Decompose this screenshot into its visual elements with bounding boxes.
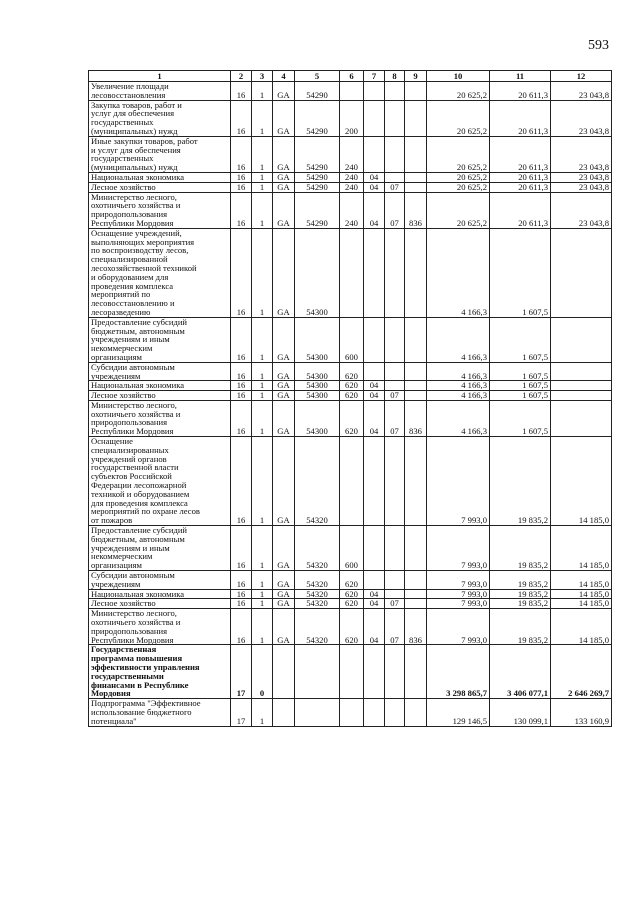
target-code-cell: 54320 bbox=[295, 609, 340, 645]
row-name-cell: Увеличение площади лесовосстановления bbox=[89, 82, 231, 101]
expense-type-cell: 620 bbox=[340, 571, 364, 590]
expense-type-cell: 620 bbox=[340, 609, 364, 645]
program-code-cell: GA bbox=[273, 381, 295, 391]
amount-cell: 20 625,2 bbox=[427, 82, 490, 101]
subsection-cell: 0 bbox=[252, 645, 273, 699]
target-code-cell: 54300 bbox=[295, 228, 340, 317]
col-header: 2 bbox=[231, 71, 252, 82]
subsection-cell: 1 bbox=[252, 391, 273, 401]
subsection-cell: 1 bbox=[252, 526, 273, 571]
amount-cell: 14 185,0 bbox=[551, 437, 612, 526]
subdivision-cell bbox=[385, 362, 405, 381]
amount-cell bbox=[551, 362, 612, 381]
table-row bbox=[89, 182, 612, 192]
amount-cell bbox=[551, 391, 612, 401]
section-cell: 16 bbox=[231, 571, 252, 590]
row-name-cell: Субсидии автономным учреждениям bbox=[89, 571, 231, 590]
amount-cell: 20 611,3 bbox=[490, 82, 551, 101]
row-name-cell: Оснащение специализированных учреждений органов государственной власти субъектов Российской Федерации лесопожарной техникой и оборудованием для проведения комплекса мероприятий по охране лесов от пожаров bbox=[89, 437, 231, 526]
amount-cell bbox=[551, 228, 612, 317]
amount-cell: 23 043,8 bbox=[551, 182, 612, 192]
expense-type-cell bbox=[340, 645, 364, 699]
amount-cell: 4 166,3 bbox=[427, 228, 490, 317]
amount-cell: 4 166,3 bbox=[427, 400, 490, 436]
row-name-cell: Подпрограмма "Эффективное использование бюджетного потенциала" bbox=[89, 699, 231, 726]
table-row bbox=[89, 228, 612, 317]
header-row bbox=[89, 71, 612, 82]
table-row bbox=[89, 599, 612, 609]
amount-cell: 133 160,9 bbox=[551, 699, 612, 726]
program-code-cell bbox=[273, 645, 295, 699]
row-name-cell: Предоставление субсидий бюджетным, автономным учреждениям и иным некоммерческим организациям bbox=[89, 317, 231, 362]
ministry-code-cell bbox=[405, 136, 427, 172]
subsection-cell: 1 bbox=[252, 362, 273, 381]
amount-cell: 7 993,0 bbox=[427, 609, 490, 645]
table-row bbox=[89, 609, 612, 645]
section-cell: 16 bbox=[231, 182, 252, 192]
section-cell: 16 bbox=[231, 589, 252, 599]
amount-cell: 14 185,0 bbox=[551, 571, 612, 590]
program-code-cell bbox=[273, 699, 295, 726]
row-name-cell: Лесное хозяйство bbox=[89, 391, 231, 401]
subdivision-cell: 07 bbox=[385, 609, 405, 645]
col-header: 8 bbox=[385, 71, 405, 82]
subdivision-cell bbox=[385, 136, 405, 172]
table-row bbox=[89, 571, 612, 590]
amount-cell: 7 993,0 bbox=[427, 571, 490, 590]
program-code-cell: GA bbox=[273, 599, 295, 609]
table-row bbox=[89, 317, 612, 362]
division-cell bbox=[364, 645, 385, 699]
amount-cell: 4 166,3 bbox=[427, 362, 490, 381]
row-name-cell: Оснащение учреждений, выполняющих мероприятия по воспроизводству лесов, специализированной лесохозяйственной техникой и оборудованием для проведения комплекса мероприятий по лесовосстановлению и лесоразведению bbox=[89, 228, 231, 317]
target-code-cell bbox=[295, 645, 340, 699]
row-name-cell: Лесное хозяйство bbox=[89, 182, 231, 192]
amount-cell: 14 185,0 bbox=[551, 589, 612, 599]
ministry-code-cell bbox=[405, 381, 427, 391]
col-header: 7 bbox=[364, 71, 385, 82]
amount-cell: 23 043,8 bbox=[551, 172, 612, 182]
expense-type-cell: 620 bbox=[340, 589, 364, 599]
amount-cell: 23 043,8 bbox=[551, 82, 612, 101]
section-cell: 16 bbox=[231, 526, 252, 571]
program-code-cell: GA bbox=[273, 136, 295, 172]
amount-cell: 1 607,5 bbox=[490, 228, 551, 317]
table-row bbox=[89, 400, 612, 436]
target-code-cell bbox=[295, 699, 340, 726]
amount-cell: 4 166,3 bbox=[427, 317, 490, 362]
program-code-cell: GA bbox=[273, 526, 295, 571]
amount-cell: 7 993,0 bbox=[427, 599, 490, 609]
amount-cell: 14 185,0 bbox=[551, 609, 612, 645]
division-cell: 04 bbox=[364, 172, 385, 182]
target-code-cell: 54300 bbox=[295, 381, 340, 391]
amount-cell: 19 835,2 bbox=[490, 571, 551, 590]
section-cell: 16 bbox=[231, 391, 252, 401]
ministry-code-cell bbox=[405, 437, 427, 526]
amount-cell: 3 298 865,7 bbox=[427, 645, 490, 699]
subsection-cell: 1 bbox=[252, 172, 273, 182]
target-code-cell: 54320 bbox=[295, 589, 340, 599]
target-code-cell: 54320 bbox=[295, 599, 340, 609]
amount-cell: 20 611,3 bbox=[490, 192, 551, 228]
row-name-cell: Министерство лесного, охотничьего хозяйства и природопользования Республики Мордовия bbox=[89, 192, 231, 228]
subdivision-cell bbox=[385, 100, 405, 136]
ministry-code-cell bbox=[405, 100, 427, 136]
subsection-cell: 1 bbox=[252, 100, 273, 136]
subsection-cell: 1 bbox=[252, 400, 273, 436]
table-row bbox=[89, 699, 612, 726]
subdivision-cell bbox=[385, 228, 405, 317]
ministry-code-cell bbox=[405, 526, 427, 571]
expense-type-cell: 200 bbox=[340, 100, 364, 136]
expense-type-cell: 240 bbox=[340, 182, 364, 192]
row-name-cell: Закупка товаров, работ и услуг для обеспечения государственных (муниципальных) нужд bbox=[89, 100, 231, 136]
subsection-cell: 1 bbox=[252, 571, 273, 590]
subsection-cell: 1 bbox=[252, 589, 273, 599]
subdivision-cell: 07 bbox=[385, 400, 405, 436]
amount-cell: 1 607,5 bbox=[490, 362, 551, 381]
program-code-cell: GA bbox=[273, 172, 295, 182]
expense-type-cell: 620 bbox=[340, 362, 364, 381]
ministry-code-cell bbox=[405, 362, 427, 381]
table-row bbox=[89, 437, 612, 526]
program-code-cell: GA bbox=[273, 391, 295, 401]
col-header: 3 bbox=[252, 71, 273, 82]
subdivision-cell bbox=[385, 172, 405, 182]
target-code-cell: 54300 bbox=[295, 362, 340, 381]
col-header: 11 bbox=[490, 71, 551, 82]
section-cell: 16 bbox=[231, 599, 252, 609]
subsection-cell: 1 bbox=[252, 609, 273, 645]
program-code-cell: GA bbox=[273, 317, 295, 362]
division-cell: 04 bbox=[364, 589, 385, 599]
section-cell: 16 bbox=[231, 136, 252, 172]
subsection-cell: 1 bbox=[252, 381, 273, 391]
target-code-cell: 54300 bbox=[295, 317, 340, 362]
ministry-code-cell bbox=[405, 599, 427, 609]
expense-type-cell bbox=[340, 82, 364, 101]
section-cell: 16 bbox=[231, 172, 252, 182]
section-cell: 17 bbox=[231, 645, 252, 699]
program-code-cell: GA bbox=[273, 400, 295, 436]
expense-type-cell bbox=[340, 437, 364, 526]
row-name-cell: Министерство лесного, охотничьего хозяйства и природопользования Республики Мордовия bbox=[89, 609, 231, 645]
amount-cell: 1 607,5 bbox=[490, 381, 551, 391]
row-name-cell: Министерство лесного, охотничьего хозяйства и природопользования Республики Мордовия bbox=[89, 400, 231, 436]
subsection-cell: 1 bbox=[252, 599, 273, 609]
target-code-cell: 54290 bbox=[295, 136, 340, 172]
amount-cell: 20 625,2 bbox=[427, 100, 490, 136]
amount-cell: 19 835,2 bbox=[490, 589, 551, 599]
target-code-cell: 54290 bbox=[295, 182, 340, 192]
row-name-cell: Национальная экономика bbox=[89, 172, 231, 182]
row-name-cell: Лесное хозяйство bbox=[89, 599, 231, 609]
expense-type-cell: 600 bbox=[340, 317, 364, 362]
section-cell: 16 bbox=[231, 609, 252, 645]
subdivision-cell bbox=[385, 82, 405, 101]
table-row bbox=[89, 526, 612, 571]
amount-cell: 19 835,2 bbox=[490, 609, 551, 645]
subdivision-cell bbox=[385, 699, 405, 726]
amount-cell: 3 406 077,1 bbox=[490, 645, 551, 699]
subdivision-cell bbox=[385, 589, 405, 599]
ministry-code-cell bbox=[405, 645, 427, 699]
ministry-code-cell: 836 bbox=[405, 400, 427, 436]
subdivision-cell: 07 bbox=[385, 391, 405, 401]
expense-type-cell: 240 bbox=[340, 136, 364, 172]
subsection-cell: 1 bbox=[252, 82, 273, 101]
amount-cell: 20 611,3 bbox=[490, 182, 551, 192]
section-cell: 16 bbox=[231, 192, 252, 228]
division-cell bbox=[364, 699, 385, 726]
amount-cell: 23 043,8 bbox=[551, 100, 612, 136]
row-name-cell: Национальная экономика bbox=[89, 589, 231, 599]
amount-cell: 23 043,8 bbox=[551, 192, 612, 228]
amount-cell: 20 611,3 bbox=[490, 172, 551, 182]
expense-type-cell bbox=[340, 228, 364, 317]
page-number: 593 bbox=[588, 38, 609, 53]
table-row bbox=[89, 82, 612, 101]
subdivision-cell bbox=[385, 317, 405, 362]
row-name-cell: Субсидии автономным учреждениям bbox=[89, 362, 231, 381]
division-cell bbox=[364, 437, 385, 526]
row-name-cell: Иные закупки товаров, работ и услуг для обеспечения государственных (муниципальных) нужд bbox=[89, 136, 231, 172]
amount-cell: 20 611,3 bbox=[490, 136, 551, 172]
amount-cell: 19 835,2 bbox=[490, 437, 551, 526]
subdivision-cell: 07 bbox=[385, 599, 405, 609]
subsection-cell: 1 bbox=[252, 228, 273, 317]
amount-cell: 19 835,2 bbox=[490, 599, 551, 609]
program-code-cell: GA bbox=[273, 182, 295, 192]
amount-cell: 20 611,3 bbox=[490, 100, 551, 136]
ministry-code-cell bbox=[405, 317, 427, 362]
amount-cell bbox=[551, 381, 612, 391]
subdivision-cell: 07 bbox=[385, 182, 405, 192]
amount-cell: 14 185,0 bbox=[551, 599, 612, 609]
subsection-cell: 1 bbox=[252, 182, 273, 192]
amount-cell bbox=[551, 317, 612, 362]
section-cell: 16 bbox=[231, 381, 252, 391]
target-code-cell: 54290 bbox=[295, 82, 340, 101]
row-name-cell: Предоставление субсидий бюджетным, автономным учреждениям и иным некоммерческим организациям bbox=[89, 526, 231, 571]
budget-table bbox=[88, 70, 612, 727]
section-cell: 16 bbox=[231, 82, 252, 101]
table-row bbox=[89, 100, 612, 136]
target-code-cell: 54290 bbox=[295, 100, 340, 136]
ministry-code-cell bbox=[405, 82, 427, 101]
division-cell: 04 bbox=[364, 381, 385, 391]
section-cell: 16 bbox=[231, 228, 252, 317]
ministry-code-cell: 836 bbox=[405, 609, 427, 645]
program-code-cell: GA bbox=[273, 82, 295, 101]
target-code-cell: 54320 bbox=[295, 437, 340, 526]
subdivision-cell bbox=[385, 526, 405, 571]
subdivision-cell bbox=[385, 437, 405, 526]
subsection-cell: 1 bbox=[252, 699, 273, 726]
amount-cell: 14 185,0 bbox=[551, 526, 612, 571]
section-cell: 16 bbox=[231, 437, 252, 526]
program-code-cell: GA bbox=[273, 437, 295, 526]
target-code-cell: 54320 bbox=[295, 526, 340, 571]
amount-cell: 7 993,0 bbox=[427, 589, 490, 599]
ministry-code-cell bbox=[405, 228, 427, 317]
division-cell bbox=[364, 228, 385, 317]
division-cell bbox=[364, 317, 385, 362]
ministry-code-cell: 836 bbox=[405, 192, 427, 228]
program-code-cell: GA bbox=[273, 571, 295, 590]
expense-type-cell: 600 bbox=[340, 526, 364, 571]
division-cell bbox=[364, 526, 385, 571]
col-header: 6 bbox=[340, 71, 364, 82]
division-cell: 04 bbox=[364, 391, 385, 401]
section-cell: 16 bbox=[231, 100, 252, 136]
col-header: 10 bbox=[427, 71, 490, 82]
amount-cell: 4 166,3 bbox=[427, 391, 490, 401]
section-cell: 16 bbox=[231, 400, 252, 436]
subsection-cell: 1 bbox=[252, 136, 273, 172]
amount-cell: 20 625,2 bbox=[427, 172, 490, 182]
expense-type-cell: 620 bbox=[340, 400, 364, 436]
col-header: 1 bbox=[89, 71, 231, 82]
amount-cell: 130 099,1 bbox=[490, 699, 551, 726]
col-header: 4 bbox=[273, 71, 295, 82]
division-cell: 04 bbox=[364, 400, 385, 436]
division-cell: 04 bbox=[364, 182, 385, 192]
ministry-code-cell bbox=[405, 182, 427, 192]
amount-cell: 20 625,2 bbox=[427, 192, 490, 228]
program-code-cell: GA bbox=[273, 609, 295, 645]
expense-type-cell: 620 bbox=[340, 599, 364, 609]
target-code-cell: 54300 bbox=[295, 391, 340, 401]
amount-cell: 4 166,3 bbox=[427, 381, 490, 391]
amount-cell: 1 607,5 bbox=[490, 400, 551, 436]
subsection-cell: 1 bbox=[252, 192, 273, 228]
target-code-cell: 54290 bbox=[295, 192, 340, 228]
table-row bbox=[89, 362, 612, 381]
table-row bbox=[89, 381, 612, 391]
table-row bbox=[89, 589, 612, 599]
ministry-code-cell bbox=[405, 699, 427, 726]
amount-cell: 19 835,2 bbox=[490, 526, 551, 571]
program-code-cell: GA bbox=[273, 362, 295, 381]
table-row bbox=[89, 391, 612, 401]
amount-cell: 20 625,2 bbox=[427, 182, 490, 192]
row-name-cell: Национальная экономика bbox=[89, 381, 231, 391]
subdivision-cell bbox=[385, 381, 405, 391]
subsection-cell: 1 bbox=[252, 437, 273, 526]
expense-type-cell: 240 bbox=[340, 172, 364, 182]
target-code-cell: 54320 bbox=[295, 571, 340, 590]
ministry-code-cell bbox=[405, 571, 427, 590]
row-name-cell: Государственная программа повышения эффективности управления государственными финансами в Республике Мордовия bbox=[89, 645, 231, 699]
subdivision-cell bbox=[385, 645, 405, 699]
col-header: 5 bbox=[295, 71, 340, 82]
target-code-cell: 54290 bbox=[295, 172, 340, 182]
col-header: 12 bbox=[551, 71, 612, 82]
division-cell bbox=[364, 82, 385, 101]
division-cell: 04 bbox=[364, 599, 385, 609]
division-cell: 04 bbox=[364, 609, 385, 645]
amount-cell: 7 993,0 bbox=[427, 437, 490, 526]
expense-type-cell: 240 bbox=[340, 192, 364, 228]
program-code-cell: GA bbox=[273, 228, 295, 317]
expense-type-cell: 620 bbox=[340, 391, 364, 401]
program-code-cell: GA bbox=[273, 192, 295, 228]
division-cell bbox=[364, 362, 385, 381]
expense-type-cell: 620 bbox=[340, 381, 364, 391]
ministry-code-cell bbox=[405, 172, 427, 182]
target-code-cell: 54300 bbox=[295, 400, 340, 436]
amount-cell bbox=[551, 400, 612, 436]
division-cell bbox=[364, 571, 385, 590]
amount-cell: 7 993,0 bbox=[427, 526, 490, 571]
amount-cell: 20 625,2 bbox=[427, 136, 490, 172]
col-header: 9 bbox=[405, 71, 427, 82]
table-row bbox=[89, 192, 612, 228]
table-row bbox=[89, 172, 612, 182]
section-cell: 16 bbox=[231, 317, 252, 362]
subsection-cell: 1 bbox=[252, 317, 273, 362]
section-cell: 17 bbox=[231, 699, 252, 726]
expense-type-cell bbox=[340, 699, 364, 726]
amount-cell: 2 646 269,7 bbox=[551, 645, 612, 699]
subdivision-cell bbox=[385, 571, 405, 590]
division-cell bbox=[364, 136, 385, 172]
table-body bbox=[89, 82, 612, 727]
ministry-code-cell bbox=[405, 391, 427, 401]
table-row bbox=[89, 136, 612, 172]
division-cell: 04 bbox=[364, 192, 385, 228]
table-row bbox=[89, 645, 612, 699]
amount-cell: 1 607,5 bbox=[490, 391, 551, 401]
amount-cell: 23 043,8 bbox=[551, 136, 612, 172]
program-code-cell: GA bbox=[273, 100, 295, 136]
program-code-cell: GA bbox=[273, 589, 295, 599]
division-cell bbox=[364, 100, 385, 136]
section-cell: 16 bbox=[231, 362, 252, 381]
amount-cell: 129 146,5 bbox=[427, 699, 490, 726]
subdivision-cell: 07 bbox=[385, 192, 405, 228]
amount-cell: 1 607,5 bbox=[490, 317, 551, 362]
ministry-code-cell bbox=[405, 589, 427, 599]
